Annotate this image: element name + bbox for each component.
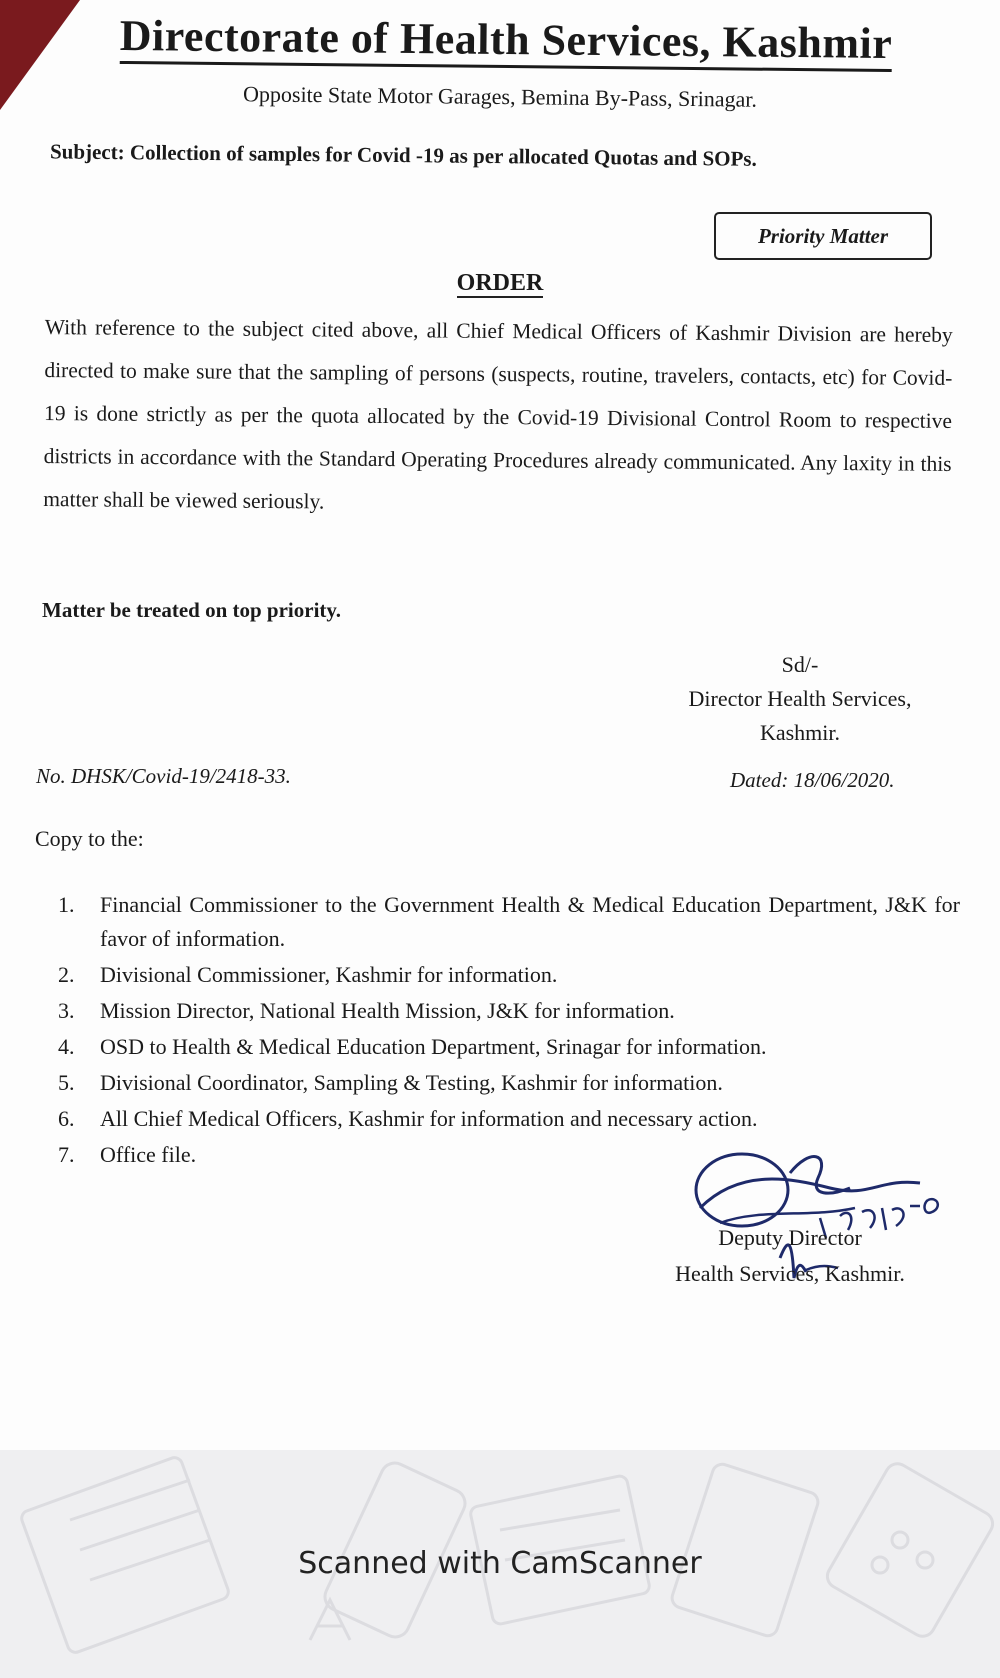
copy-list-number: 4. — [58, 1034, 75, 1059]
priority-note: Matter be treated on top priority. — [42, 598, 341, 622]
order-body: With reference to the subject cited above, all Chief Medical Officers of Kashmir Division are hereby directed to make sure that the sampling of persons (suspects, routine, travelers, contacts, etc) for Covid-19 is done strictly as per the quota allocated by the Covid-19 Divisional Control Room to respective districts in accordance with the Standard Operating Procedures already communicated. Any laxity in this matter shall be viewed seriously. — [43, 315, 953, 514]
letterhead-title — [96, 10, 916, 70]
copy-list-item — [58, 958, 960, 992]
sd-mark: Sd/- — [781, 652, 819, 677]
signatory-place: Kashmir. — [759, 720, 841, 745]
copy-list-text: Divisional Coordinator, Sampling & Testing, Kashmir for information. — [100, 1070, 723, 1095]
letterhead-title-text: Directorate of Health Services, Kashmir — [119, 11, 892, 72]
copy-list-number: 1. — [58, 892, 75, 917]
camscanner-footer — [0, 1450, 1000, 1678]
corner-accent — [0, 0, 80, 110]
copy-list-text: OSD to Health & Medical Education Department, Srinagar for information. — [100, 1034, 767, 1059]
copy-list — [58, 888, 960, 1174]
copy-list-item — [58, 888, 960, 956]
copy-list-text: Mission Director, National Health Mission, J&K for information. — [100, 998, 675, 1023]
order-heading-text: ORDER — [456, 270, 544, 296]
subject-line: Subject: Collection of samples for Covid -19 as per allocated Quotas and SOPs. — [49, 139, 757, 171]
copy-list-item — [58, 994, 960, 1028]
copy-list-item — [58, 1066, 960, 1100]
camscanner-watermark-text: Scanned with CamScanner — [298, 1546, 702, 1581]
signatory-designation: Director Health Services, — [688, 686, 912, 711]
order-heading — [400, 270, 600, 297]
deputy-office: Health Services, Kashmir. — [675, 1261, 905, 1286]
order-date: Dated: 18/06/2020. — [730, 768, 895, 792]
copy-list-text: Financial Commissioner to the Government Health & Medical Education Department, J&K for favor of information. — [100, 892, 960, 951]
copy-to-label: Copy to the: — [35, 826, 144, 851]
copy-list-number: 5. — [58, 1070, 75, 1095]
deputy-signature-block — [620, 1220, 960, 1292]
copy-list-item — [58, 1102, 960, 1136]
copy-list-number: 6. — [58, 1106, 75, 1131]
deputy-designation: Deputy Director — [718, 1225, 862, 1250]
copy-list-text: Office file. — [100, 1142, 197, 1167]
copy-list-text: All Chief Medical Officers, Kashmir for information and necessary action. — [100, 1106, 758, 1131]
priority-badge: Priority Matter — [714, 212, 932, 260]
director-signature-block — [640, 648, 960, 750]
copy-list-item — [58, 1030, 960, 1064]
copy-list-number: 7. — [58, 1142, 75, 1167]
letterhead-address: Opposite State Motor Garages, Bemina By-Pass, Srinagar. — [242, 81, 758, 112]
copy-list-text: Divisional Commissioner, Kashmir for information. — [100, 962, 558, 987]
copy-list-number: 3. — [58, 998, 75, 1023]
copy-list-number: 2. — [58, 962, 75, 987]
reference-number: No. DHSK/Covid-19/2418-33. — [36, 764, 291, 788]
